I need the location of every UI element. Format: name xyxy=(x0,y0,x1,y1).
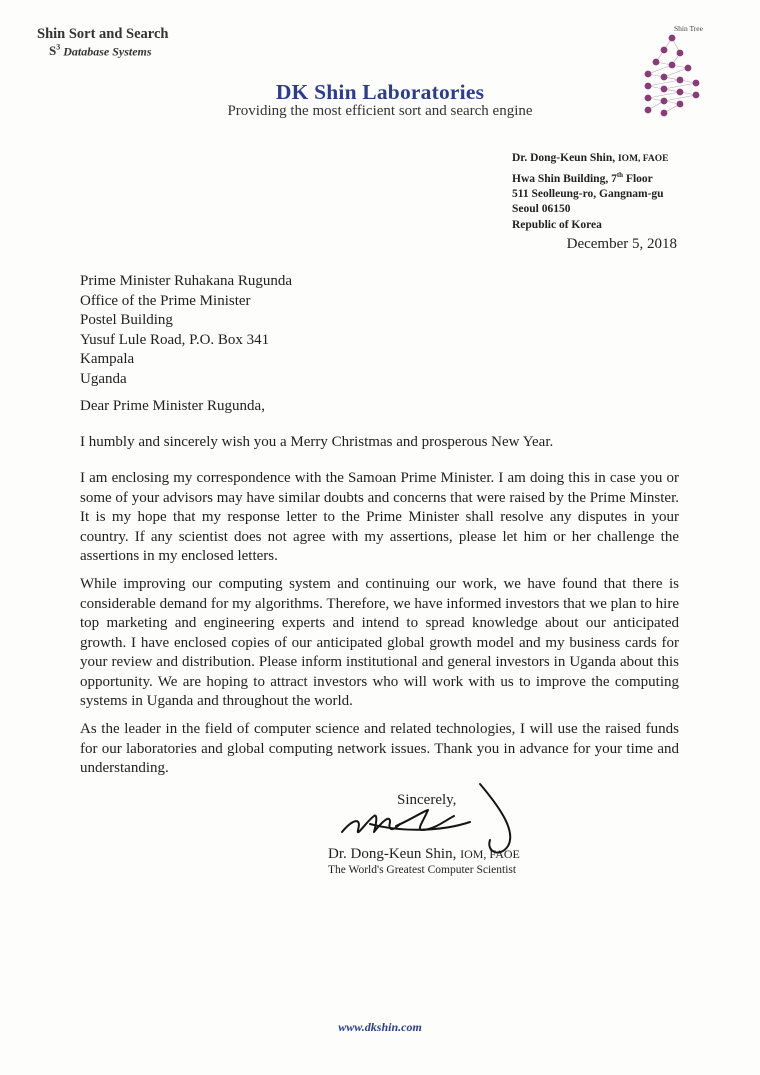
recipient-line: Kampala xyxy=(80,351,135,367)
signer-title: The World's Greatest Computer Scientist xyxy=(328,864,517,876)
salutation: Dear Prime Minister Rugunda, xyxy=(80,398,265,414)
logo-dot xyxy=(669,35,676,42)
sender-country: Republic of Korea xyxy=(512,218,602,231)
sender-address xyxy=(512,151,668,233)
recipient-line: Uganda xyxy=(80,370,127,387)
signer-name: Dr. Dong-Keun Shin, IOM, FAOE xyxy=(328,846,520,862)
logo-dot xyxy=(645,71,652,78)
logo-link xyxy=(664,68,688,77)
recipient-line: Yusuf Lule Road, P.O. Box 341 xyxy=(80,331,270,348)
logo-dot xyxy=(669,62,676,69)
brand-database-systems: Database Systems xyxy=(63,44,152,59)
letter-date: December 5, 2018 xyxy=(566,236,677,252)
recipient-line: Prime Minister Ruhakana Rugunda xyxy=(80,273,293,289)
brand-s3: $S^3$ xyxy=(49,43,61,59)
closing: Sincerely, xyxy=(397,792,457,808)
brand-name: Shin Sort and Search xyxy=(37,26,169,42)
body-paragraph: I am enclosing my correspondence with the Samoan Prime Minister. I am doing this in case you or some of your advisors may have similar doubts and concerns that were raised by the Prime Minster. It is my hope that my response letter to the Prime Minister shall resolve any disputes in your country. If any scientist does not agree with my assertions, please let him or her challenge the assertions in my enclosed letters. xyxy=(80,470,679,564)
recipient-line: Office of the Prime Minister xyxy=(80,292,251,309)
recipient-address xyxy=(80,272,292,389)
lab-name: DK Shin Laboratories xyxy=(275,80,485,104)
sender-name-line: Dr. Dong-Keun Shin, IOM, FAOE xyxy=(512,152,669,164)
logo-link xyxy=(648,65,672,74)
sender-city: Seoul 06150 xyxy=(512,203,571,216)
logo-dot xyxy=(677,50,684,57)
body-paragraph: While improving our computing system and continuing our work, we have found that there is considerable demand for my algorithms. Therefore, we have informed investors that we plan to hire top marketing and engineering experts and intend to spread knowledge about our anticipated growth. I have enclosed copies of our anticipated global growth model and my business cards for your review and distribution. Please inform institutional and general investors in Uganda about this opportunity. We are hoping to attract investors who will work with us to improve the computing systems in Uganda and throughout the world. xyxy=(80,576,679,709)
body-paragraph: I humbly and sincerely wish you a Merry Christmas and prosperous New Year. xyxy=(80,434,554,450)
lab-tagline: Providing the most efficient sort and search engine xyxy=(227,103,533,119)
sender-street: 511 Seolleung-ro, Gangnam-gu xyxy=(512,187,664,200)
logo-caption: Shin Tree xyxy=(674,24,703,33)
logo-dot xyxy=(685,65,692,72)
logo-dot xyxy=(661,47,668,54)
body-paragraph: As the leader in the field of computer science and related technologies, I will use the raised funds for our laboratories and global computing network issues. Thank you in advance for your time and understanding. xyxy=(80,721,679,776)
website-link[interactable]: www.dkshin.com xyxy=(338,1020,422,1034)
logo-dot xyxy=(653,59,660,66)
brand-subtitle xyxy=(49,43,152,59)
recipient-line: Postel Building xyxy=(80,312,173,328)
sender-building: Hwa Shin Building, 7th Floor xyxy=(512,170,653,185)
